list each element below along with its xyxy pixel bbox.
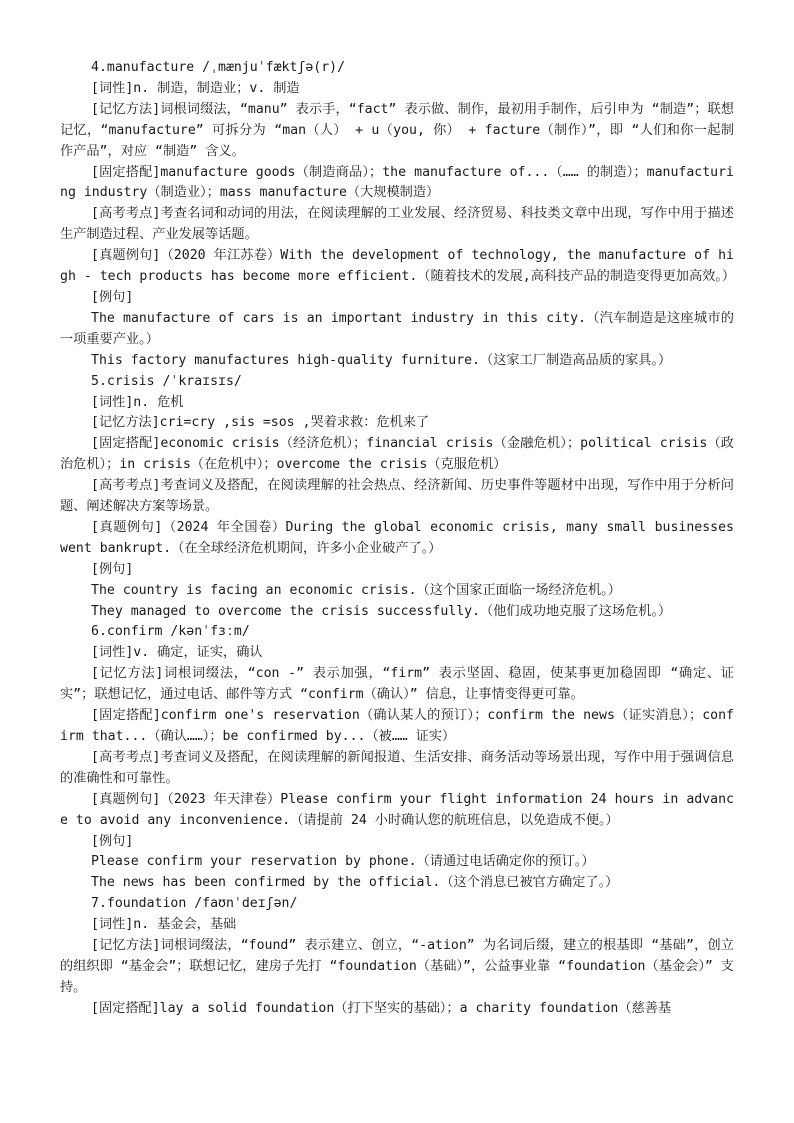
- fixed-collocation: [固定搭配]economic crisis（经济危机）；financial crisis（金融危机）；political crisis（政治危机）；in crisis（在危机中）；overcome the crisis（克服危机）: [60, 436, 734, 473]
- memory-method: [记忆方法]cri=cry ,sis =sos ,哭着求救：危机来了: [91, 415, 430, 431]
- part-of-speech: [词性]n. 危机: [91, 394, 184, 410]
- exam-point: [高考考点]考查名词和动词的用法，在阅读理解的工业发展、经济贸易、科技类文章中出现，写作中用于描述生产制造过程、产业发展等话题。: [60, 206, 734, 243]
- memory-method: [记忆方法]词根词缀法，“manu” 表示手，“fact” 表示做、制作，最初用手制作，后引申为 “制造”；联想记忆，“manufacture” 可拆分为 “man（人） + u（you, 你） + facture（制作）”，即 “人们和你一起制作产品”，对应 “制造” 含义。: [60, 101, 734, 159]
- example-sentence: The manufacture of cars is an important industry in this city.（汽车制造是这座城市的一项重要产业。）: [60, 310, 734, 347]
- part-of-speech: [词性]n. 制造，制造业；v. 制造: [91, 80, 300, 96]
- fixed-collocation: [固定搭配]confirm one's reservation（确认某人的预订）；confirm the news（证实消息）；confirm that...（确认……）；be confirmed by...（被…… 证实）: [60, 708, 734, 744]
- real-exam-example: [真题例句]（2020 年江苏卷）With the development of technology, the manufacture of high - tech products has become more efficient.（随着技术的发展,高科技产品的制造变得更加高效。）: [60, 248, 736, 285]
- entry-confirm: [60, 622, 734, 894]
- entry-headword: 7.foundation /faʊnˈdeɪʃən/: [91, 896, 298, 912]
- real-exam-example: [真题例句]（2023 年天津卷）Please confirm your flight information 24 hours in advance to avoid any inconvenience.（请提前 24 小时确认您的航班信息，以免造成不便。）: [60, 791, 734, 828]
- exam-point: [高考考点]考查词义及搭配，在阅读理解的社会热点、经济新闻、历史事件等题材中出现，写作中用于分析问题、阐述解决方案等场景。: [60, 478, 734, 515]
- example-label: [例句]: [91, 289, 134, 305]
- memory-method: [记忆方法]词根词缀法，“con -” 表示加强，“firm” 表示坚固、稳固，使某事更加稳固即 “确定、证实”；联想记忆，通过电话、邮件等方式 “confirm（确认）” 信息，让事情变得更可靠。: [60, 666, 734, 703]
- entry-headword: 4.manufacture /ˌmænjuˈfæktʃə(r)/: [91, 60, 346, 75]
- entry-headword: 6.confirm /kənˈfɜːm/: [91, 624, 250, 640]
- example-sentence: They managed to overcome the crisis successfully.（他们成功地克服了这场危机。）: [91, 603, 672, 619]
- example-sentence: The country is facing an economic crisis.（这个国家正面临一场经济危机。）: [91, 582, 621, 598]
- example-sentence: Please confirm your reservation by phone.（请通过电话确定你的预订。）: [91, 854, 595, 870]
- example-sentence: The news has been confirmed by the official.（这个消息已被官方确定了。）: [91, 875, 619, 891]
- exam-point: [高考考点]考查词义及搭配，在阅读理解的新闻报道、生活安排、商务活动等场景出现，写作中用于强调信息的准确性和可靠性。: [60, 749, 734, 786]
- fixed-collocation: [固定搭配]manufacture goods（制造商品）；the manufacture of...（…… 的制造）；manufacturing industry（制造业）；mass manufacture（大规模制造）: [60, 164, 734, 201]
- example-label: [例句]: [91, 833, 134, 849]
- part-of-speech: [词性]v. 确定，证实，确认: [91, 645, 263, 661]
- example-label: [例句]: [91, 561, 134, 577]
- memory-method: [记忆方法]词根词缀法，“found” 表示建立、创立，“-ation” 为名词后缀，建立的根基即 “基础”，创立的组织即 “基金会”；联想记忆，建房子先打 “foundation（基础）”，公益事业靠 “foundation（基金会）” 支持。: [60, 938, 734, 995]
- entry-crisis: [60, 372, 734, 623]
- example-sentence: This factory manufactures high-quality furniture.（这家工厂制造高品质的家具。）: [91, 352, 672, 368]
- entry-headword: 5.crisis /ˈkraɪsɪs/: [91, 373, 242, 389]
- fixed-collocation: [固定搭配]lay a solid foundation（打下坚实的基础）；a charity foundation（慈善基: [91, 1000, 672, 1016]
- entry-manufacture: [60, 58, 734, 372]
- part-of-speech: [词性]n. 基金会，基础: [91, 917, 237, 933]
- real-exam-example: [真题例句]（2024 年全国卷）During the global economic crisis, many small businesses went bankrupt.（在全球经济危机期间，许多小企业破产了。）: [60, 519, 734, 556]
- entry-foundation: [60, 894, 734, 1019]
